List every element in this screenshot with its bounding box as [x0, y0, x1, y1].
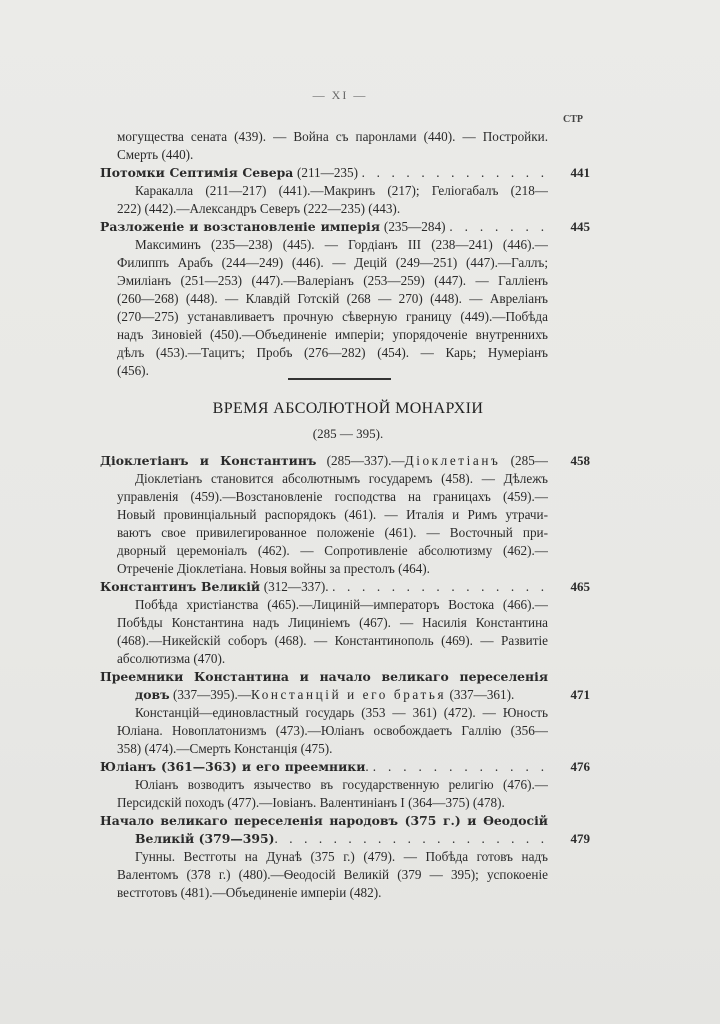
text-segment: 222) (442).—Александръ Северъ (222—235) (443). [117, 201, 401, 216]
text-segment: Констанцій и его братья [250, 687, 447, 702]
text-segment: Максиминъ (235—238) (445). — Гордіанъ III (238—241) (446).— [135, 237, 548, 252]
text-segment: Эмиліанъ (251—253) (447).—Валеріанъ (253—259) (447). — Галліенъ [117, 273, 548, 288]
toc-entry-text-line [100, 524, 590, 542]
text-segment: (456). [117, 363, 149, 378]
line-text [117, 290, 548, 308]
toc-entry-text-line [100, 866, 590, 884]
line-text [135, 236, 548, 254]
line-text [117, 326, 548, 344]
toc-entry-text-line [100, 884, 590, 902]
text-segment: Валентомъ (378 г.) (480).—Ѳеодосій Великій (379 — 395); успокоеніе [117, 867, 548, 882]
line-text [117, 146, 548, 164]
line-text [117, 542, 548, 560]
line-text [117, 740, 548, 758]
text-segment: вестготовъ (481).—Объединеніе имперіи (482). [117, 885, 382, 900]
text-segment: Начало великаго переселенія народовъ (375 г.) и Ѳеодосій [100, 813, 548, 828]
toc-entry-heading-line [100, 686, 590, 704]
line-text [100, 578, 548, 596]
text-segment: Юліана. Новоплатонизмъ (473).—Юліанъ освобождаетъ Галлію (356— [117, 723, 548, 738]
line-text [117, 722, 548, 740]
line-text [117, 488, 548, 506]
text-segment: 358) (474).—Смерть Констанція (475). [117, 741, 333, 756]
text-segment: (468).—Никейскій соборъ (468). — Константинополь (469). — Развитіе [117, 633, 548, 648]
toc-entry-heading-line [100, 164, 590, 182]
line-text [117, 254, 548, 272]
line-text [100, 812, 548, 830]
toc-entry-text-line [100, 848, 590, 866]
text-segment: (270—275) устанавливаетъ прочную сѣверную границу (449).—Побѣда [117, 309, 548, 324]
toc-entry-text-line [100, 650, 590, 668]
toc-section-absolute-monarchy [100, 452, 590, 902]
toc-entry-heading-line [100, 578, 590, 596]
toc-entry-heading-line [100, 668, 590, 686]
toc-entry-heading-line [100, 830, 590, 848]
toc-entry-text-line [100, 200, 590, 218]
text-segment: (337—361). [446, 687, 515, 702]
line-text [117, 524, 548, 542]
toc-entry-text-line [100, 542, 590, 560]
toc-entry-text-line [100, 344, 590, 362]
text-segment: (211—235) [293, 165, 362, 180]
text-segment: Великій (379—395) [135, 831, 275, 846]
toc-entry-text-line [100, 722, 590, 740]
text-segment: Потомки Септимія Севера [100, 165, 294, 180]
text-segment: Діоклетіанъ и Константинъ [100, 453, 317, 468]
text-segment: Смерть (440). [117, 147, 194, 162]
line-text [117, 614, 548, 632]
toc-entry-text-line [100, 794, 590, 812]
text-segment: дворный церемоніалъ (462). — Сопротивленіе абсолютизму (462).— [117, 543, 548, 558]
text-segment: Каракалла (211—217) (441).—Макринъ (217); Геліогабалъ (218— [135, 183, 548, 198]
toc-section-roman-empire [100, 128, 590, 380]
text-segment: Діоклетіанъ становится абсолютнымъ государемъ (458). — Дѣлежъ [135, 471, 548, 486]
text-segment: Побѣды Константина надъ Лициніемъ (467). — Насилія Константина [117, 615, 548, 630]
line-text [100, 668, 548, 686]
toc-entry-text-line [100, 740, 590, 758]
text-segment: Константинъ Великій [100, 579, 261, 594]
text-segment: Констанцій—единовластный государь (353 — 361) (472). — Юность [135, 705, 548, 720]
line-text [100, 218, 548, 236]
line-text [117, 632, 548, 650]
text-segment: Діоклетіанъ [404, 453, 501, 468]
toc-entry-text-line [100, 704, 590, 722]
toc-entry-text-line [100, 236, 590, 254]
line-text [117, 344, 548, 362]
leader-dots: . . . . . . . . . . . . . . . . . . . [274, 831, 548, 846]
text-segment: Отреченіе Діоклетіана. Новыя войны за престолъ (464). [117, 561, 430, 576]
text-segment: (285—337).— [316, 453, 405, 468]
text-segment: Разложеніе и возстановленіе имперія [100, 219, 380, 234]
leader-dots: . . . . . . . . . . . . . [361, 165, 548, 180]
section-divider [288, 378, 391, 380]
line-text [100, 452, 548, 470]
toc-page-number: 476 [570, 759, 590, 774]
toc-entry-heading-line [100, 812, 590, 830]
text-segment: . [365, 759, 373, 774]
text-segment: (312—337). [260, 579, 333, 594]
line-text [117, 560, 548, 578]
toc-entry-text-line [100, 488, 590, 506]
text-segment: Побѣда христіанства (465).—Лициній—императоръ Востока (466).— [135, 597, 548, 612]
line-text [117, 650, 548, 668]
line-text [135, 704, 548, 722]
line-text [117, 200, 548, 218]
line-text [135, 830, 548, 848]
toc-entry-text-line [100, 614, 590, 632]
text-segment: Персидскій походъ (477).—Іовіанъ. Валентиніанъ I (364—375) (478). [117, 795, 505, 810]
text-segment: дѣлъ (453).—Тацитъ; Пробъ (276—282) (454). — Карь; Нумеріанъ [117, 345, 548, 360]
text-segment: Юліанъ возводитъ язычество въ государственную религію (476).— [135, 777, 548, 792]
page-number-header: — XI — [312, 88, 368, 102]
line-text [135, 470, 548, 488]
page-column-label: СТР [563, 114, 583, 125]
text-segment: довъ [135, 687, 170, 702]
text-segment: абсолютизма (470). [117, 651, 226, 666]
line-text [117, 272, 548, 290]
toc-entry-text-line [100, 596, 590, 614]
toc-entry-text-line [100, 308, 590, 326]
toc-entry-text-line [100, 272, 590, 290]
text-segment: Новый провинціальный распорядокъ (461). — Италія и Римъ утрачи- [117, 507, 548, 522]
text-segment: Филиппъ Арабъ (244—249) (446). — Децій (249—251) (447).—Галлъ; [117, 255, 548, 270]
toc-page-number: 465 [570, 579, 590, 594]
toc-entry-text-line [100, 146, 590, 164]
line-text [117, 308, 548, 326]
toc-page-number: 445 [570, 219, 590, 234]
toc-entry-text-line [100, 506, 590, 524]
line-text [117, 794, 548, 812]
leader-dots: . . . . . . . [449, 219, 548, 234]
toc-entry-text-line [100, 776, 590, 794]
text-segment: (337—395).— [169, 687, 251, 702]
line-text [135, 686, 548, 704]
toc-page-number: 458 [570, 453, 590, 468]
line-text [135, 848, 548, 866]
line-text [135, 596, 548, 614]
toc-entry-text-line [100, 128, 590, 146]
line-text [135, 776, 548, 794]
toc-entry-heading-line [100, 218, 590, 236]
line-text [135, 182, 548, 200]
line-text [117, 884, 548, 902]
text-segment: (285— [510, 453, 548, 468]
part-title: ВРЕМЯ АБСОЛЮТНОЙ МОНАРХІИ [212, 400, 484, 417]
toc-entry-text-line [100, 470, 590, 488]
line-text [100, 164, 548, 182]
toc-entry-text-line [100, 182, 590, 200]
text-segment: Юліанъ (361—363) и его преемники [100, 759, 366, 774]
text-segment: Преемники Константина и начало великаго переселенія [100, 669, 548, 684]
text-segment: Гунны. Вестготы на Дунаѣ (375 г.) (479). — Побѣда готовъ надъ [135, 849, 548, 864]
toc-entry-text-line [100, 254, 590, 272]
toc-page-number: 479 [570, 831, 590, 846]
line-text [117, 506, 548, 524]
toc-entry-heading-line [100, 758, 590, 776]
line-text [100, 758, 548, 776]
leader-dots: . . . . . . . . . . . . [372, 759, 548, 774]
text-segment: (235—284) [380, 219, 450, 234]
toc-entry-text-line [100, 326, 590, 344]
text-segment: могущества сената (439). — Война съ паронлами (440). — Постройки. [117, 129, 548, 144]
line-text [117, 866, 548, 884]
part-dates: (285 — 395). [312, 426, 384, 441]
toc-page-number: 441 [570, 165, 590, 180]
text-segment: ваютъ свое привилегированное положеніе (461). — Восточный при- [117, 525, 548, 540]
text-segment: управленія (459).—Возстановленіе господства на границахъ (459).— [117, 489, 548, 504]
toc-page-number: 471 [570, 687, 590, 702]
toc-entry-heading-line [100, 452, 590, 470]
toc-entry-text-line [100, 290, 590, 308]
text-segment: (260—268) (448). — Клавдій Готскій (268 — 270) (448). — Авреліанъ [117, 291, 548, 306]
leader-dots: . . . . . . . . . . . . . . . [332, 579, 548, 594]
text-segment: надъ Зиновіей (450).—Объединеніе имперіи; упорядоченіе внутреннихъ [117, 327, 548, 342]
line-text [117, 128, 548, 146]
toc-entry-text-line [100, 632, 590, 650]
toc-entry-text-line [100, 560, 590, 578]
